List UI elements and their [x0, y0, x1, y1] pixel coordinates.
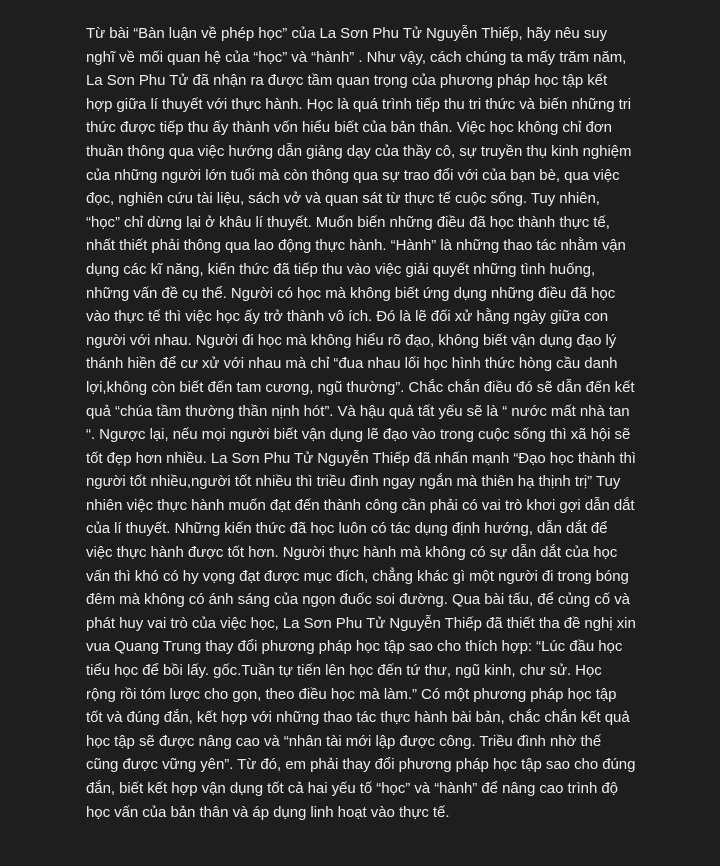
essay-line: của những người lớn tuổi mà còn thông qua sự trao đổi với của bạn bè, qua việc: [86, 166, 620, 184]
essay-line: học tập sẽ được nâng cao và “nhân tài mới lập được công. Triều đình nhờ thế: [86, 732, 602, 750]
essay-line: người tốt nhiều,người tốt nhiều thì triều đình ngay ngắn mà thiên hạ thịnh trị” Tuy: [86, 473, 621, 491]
essay-line: rộng rồi tóm lược cho gọn, theo điều học mà làm.” Có một phương pháp học tập: [86, 685, 617, 703]
essay-line: quả “chúa tầm thường thần nịnh hót”. Và hậu quả tất yếu sẽ là “ nước mất nhà tan: [86, 402, 630, 420]
essay-line: những vấn đề cụ thể. Người có học mà không biết ứng dụng những điều đã học: [86, 284, 616, 302]
essay-line: của lí thuyết. Những kiến thức đã học luôn có tác dụng định hướng, dẫn dắt để: [86, 520, 608, 538]
essay-line: hợp giữa lí thuyết với thực hành. Học là quá trình tiếp thu tri thức và biến những tri: [86, 95, 631, 113]
essay-line: nhất thiết phải thông qua lao động thực hành. “Hành” là những thao tác nhằm vận: [86, 237, 626, 255]
essay-line: người với nhau. Người đi học mà không hiểu rõ đạo, không biết vận dụng đạo lý: [86, 331, 617, 349]
essay-line: nghĩ về mối quan hệ của “học” và “hành” . Như vậy, cách chúng ta mấy trăm năm,: [86, 48, 627, 66]
essay-line: tốt và đúng đắn, kết hợp với những thao tác thực hành bài bản, chắc chắn kết quả: [86, 709, 630, 727]
essay-line: thức được tiếp thu ấy thành vốn hiểu biết của bản thân. Việc học không chỉ đơn: [86, 119, 612, 137]
essay-line: vấn thì khó có hy vọng đạt được mục đích, chẳng khác gì một người đi trong bóng: [86, 567, 629, 585]
essay-line: tốt đẹp hơn nhiều. La Sơn Phu Tử Nguyễn Thiếp đã nhấn mạnh “Đạo học thành thì: [86, 449, 636, 467]
essay-line: thánh hiền để cư xử với nhau mà chỉ “đua nhau lối học hình thức hòng cầu danh: [86, 355, 618, 373]
essay-line: nhiên việc thực hành muốn đạt đến thành công cần phải có vai trò khơi gợi dẫn dắt: [86, 496, 635, 514]
essay-line: việc thực hành được tốt hơn. Người thực hành mà không có sự dẫn dắt của học: [86, 544, 618, 562]
essay-line: học vấn của bản thân và áp dụng linh hoạt vào thực tế.: [86, 803, 450, 821]
essay-line: “học” chỉ dừng lại ở khâu lí thuyết. Muốn biến những điều đã học thành thực tế,: [86, 213, 610, 231]
essay-line: đêm mà không có ánh sáng của ngọn đuốc soi đường. Qua bài tấu, để củng cố và: [86, 591, 630, 609]
essay-line: đọc, nghiên cứu tài liệu, sách vở và quan sát từ thực tế cuộc sống. Tuy nhiên,: [86, 190, 600, 208]
essay-line: Từ bài “Bàn luận về phép học” của La Sơn Phu Tử Nguyễn Thiếp, hãy nêu suy: [86, 25, 608, 42]
essay-line: đắn, biết kết hợp vận dụng tốt cả hai yếu tố “học” và “hành” để nâng cao trình độ: [86, 780, 618, 797]
essay-line: cũng được vững yên”. Từ đó, em phải thay đổi phương pháp học tập sao cho đúng: [86, 756, 636, 774]
essay-line: “. Ngược lại, nếu mọi người biết vận dụng lẽ đạo vào trong cuộc sống thì xã hội sẽ: [86, 426, 631, 444]
essay-text[interactable]: [86, 22, 686, 824]
essay-line: La Sơn Phu Tử đã nhận ra được tầm quan trọng của phương pháp học tập kết: [86, 72, 608, 90]
essay-line: vào thực tế thì việc học ấy trở thành vô ích. Đó là lẽ đối xử hằng ngày giữa con: [86, 308, 609, 326]
essay-line: thuần thông qua việc hướng dẫn giảng dạy của thầy cô, sự truyền thụ kinh nghiệm: [86, 142, 632, 160]
essay-line: dụng các kĩ năng, kiến thức đã tiếp thu vào việc giải quyết những tình huống,: [86, 260, 596, 278]
essay-line: tiểu học để bồi lấy. gốc.Tuần tự tiến lên học đến tứ thư, ngũ kinh, chư sử. Học: [86, 662, 602, 680]
essay-line: lợi,không còn biết đến tam cương, ngũ thường”. Chắc chắn điều đó sẽ dẫn đến kết: [86, 378, 635, 396]
essay-line: phát huy vai trò của việc học, La Sơn Phu Tử Nguyễn Thiếp đã thiết tha đề nghị xin: [86, 614, 636, 632]
essay-line: vua Quang Trung thay đổi phương pháp học tập sao cho thích hợp: “Lúc đầu học: [86, 638, 623, 656]
